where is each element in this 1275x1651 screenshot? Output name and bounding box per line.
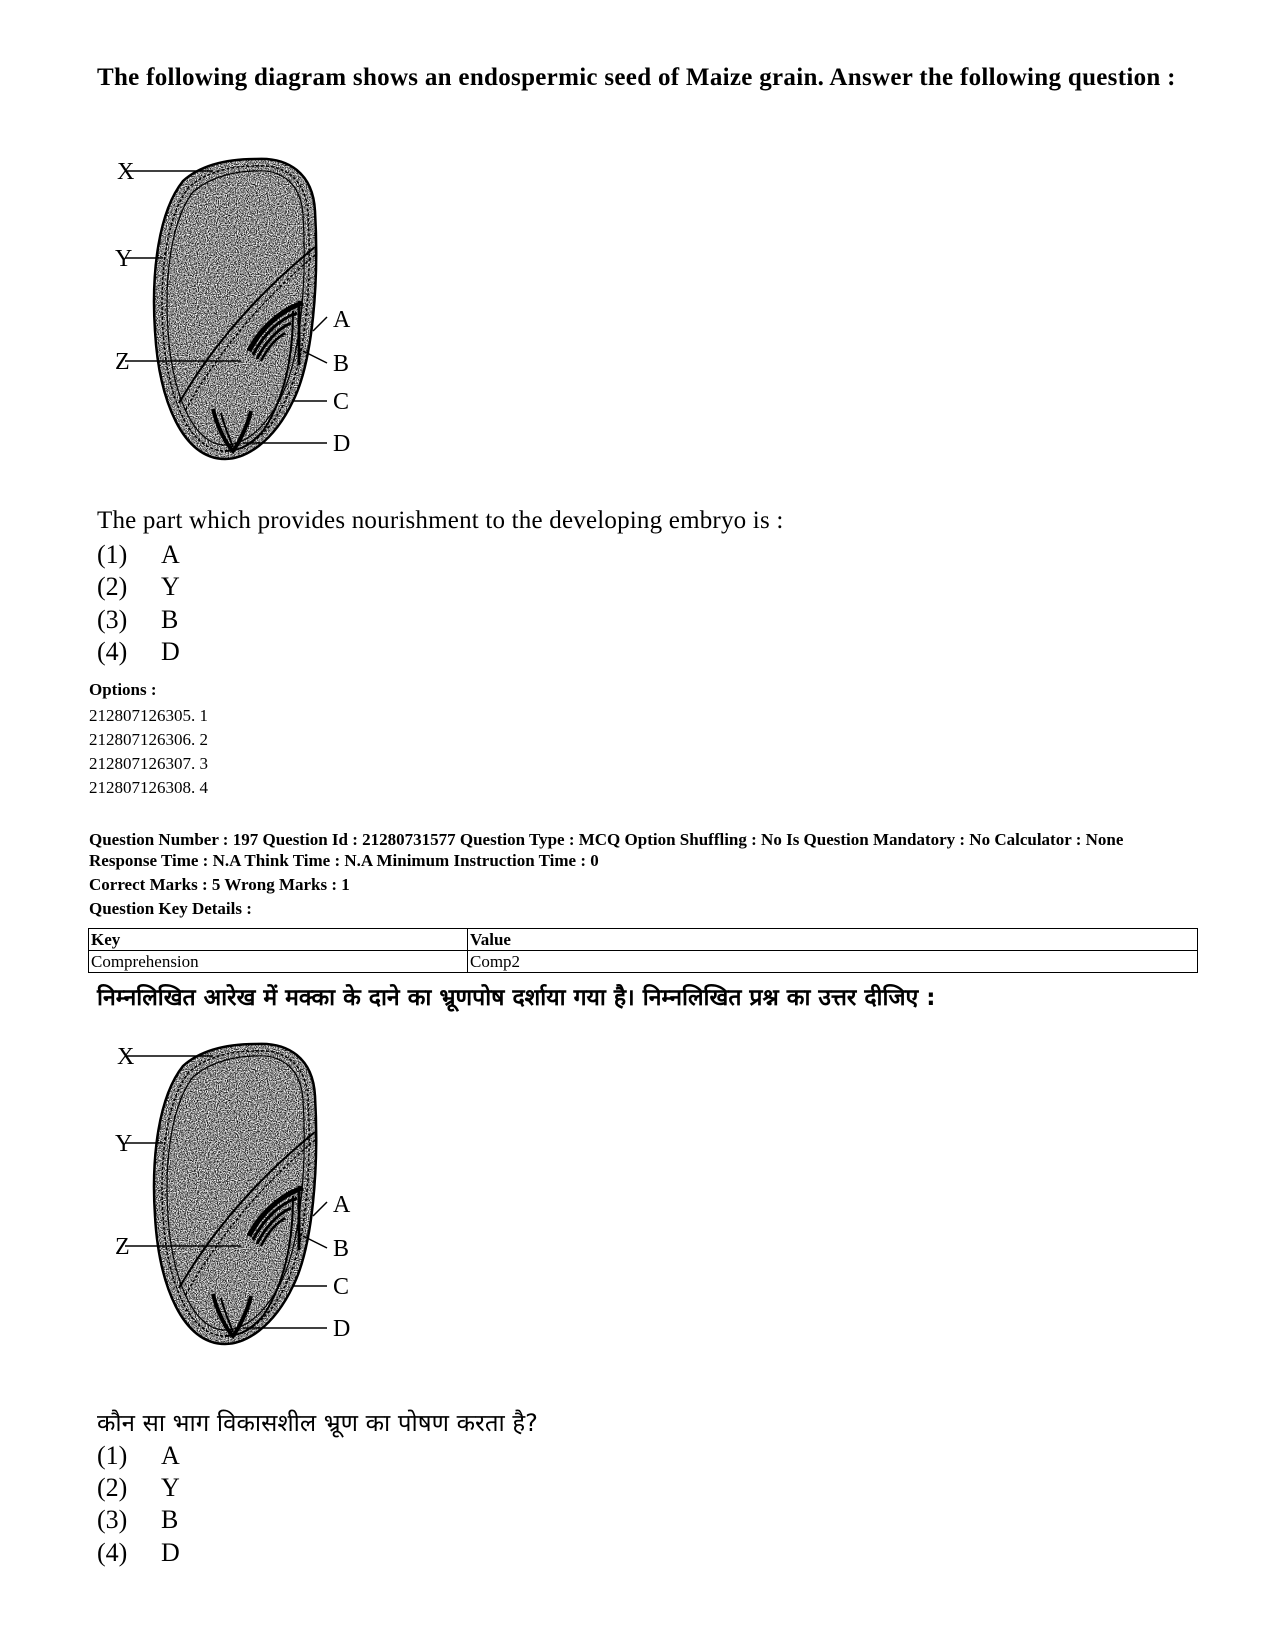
option-3 [97, 605, 178, 637]
label-y: Y [115, 246, 133, 272]
label-b: B [333, 351, 350, 377]
option-number: (3) [97, 605, 128, 634]
hindi-option-4 [97, 1538, 180, 1570]
question-key-details-label: Question Key Details : [89, 899, 252, 918]
label-x: X [117, 159, 135, 185]
key-cell: Comprehension [89, 951, 468, 973]
option-id-4: 212807126308. 4 [89, 778, 208, 797]
question-key-table [88, 928, 1198, 973]
label-c: C [333, 389, 350, 415]
table-row [89, 951, 1198, 973]
hindi-question-text: कौन सा भाग विकासशील भ्रूण का पोषण करता है? [97, 1409, 538, 1437]
option-text: A [161, 1441, 180, 1470]
table-header-row [89, 929, 1198, 951]
option-number: (2) [97, 1473, 128, 1502]
option-number: (3) [97, 1505, 128, 1534]
maize-seed-diagram [110, 147, 410, 487]
question-meta-line1: Question Number : 197 Question Id : 21280731577 Question Type : MCQ Option Shuffling : No Is Question Mandatory : No Calculator : None [89, 830, 1124, 849]
option-text: B [161, 605, 179, 634]
option-text: D [161, 1538, 180, 1567]
label-d: D [333, 1316, 351, 1342]
question-meta-line2: Response Time : N.A Think Time : N.A Minimum Instruction Time : 0 [89, 851, 599, 870]
label-a: A [333, 307, 351, 333]
hindi-option-3 [97, 1505, 178, 1537]
key-header: Key [89, 929, 468, 951]
option-text: A [161, 540, 180, 569]
label-x: X [117, 1044, 135, 1070]
option-2 [97, 572, 180, 604]
hindi-option-1 [97, 1441, 180, 1473]
option-text: Y [161, 572, 180, 601]
maize-seed-diagram-hindi [110, 1032, 410, 1372]
label-b: B [333, 1236, 350, 1262]
label-d: D [333, 431, 351, 457]
question-text: The part which provides nourishment to the developing embryo is : [97, 507, 784, 534]
label-z: Z [115, 349, 130, 375]
option-id-1: 212807126305. 1 [89, 706, 208, 725]
label-a: A [333, 1192, 351, 1218]
label-y: Y [115, 1131, 133, 1157]
option-1 [97, 540, 180, 572]
label-c: C [333, 1274, 350, 1300]
label-z: Z [115, 1234, 130, 1260]
value-header: Value [468, 929, 1198, 951]
hindi-question-intro: निम्नलिखित आरेख में मक्का के दाने का भ्रूणपोष दर्शाया गया है। निम्नलिखित प्रश्न का उत्तर दीजिए : [97, 985, 936, 1011]
option-number: (4) [97, 637, 128, 666]
option-4 [97, 637, 180, 669]
value-cell: Comp2 [468, 951, 1198, 973]
question-intro: The following diagram shows an endospermic seed of Maize grain. Answer the following question : [97, 64, 1176, 91]
hindi-option-2 [97, 1473, 180, 1505]
option-number: (1) [97, 1441, 128, 1470]
option-text: Y [161, 1473, 180, 1502]
options-label: Options : [89, 680, 157, 699]
option-id-3: 212807126307. 3 [89, 754, 208, 773]
option-number: (4) [97, 1538, 128, 1567]
option-text: D [161, 637, 180, 666]
option-number: (2) [97, 572, 128, 601]
question-meta-line3: Correct Marks : 5 Wrong Marks : 1 [89, 875, 350, 894]
option-id-2: 212807126306. 2 [89, 730, 208, 749]
option-number: (1) [97, 540, 128, 569]
option-text: B [161, 1505, 179, 1534]
